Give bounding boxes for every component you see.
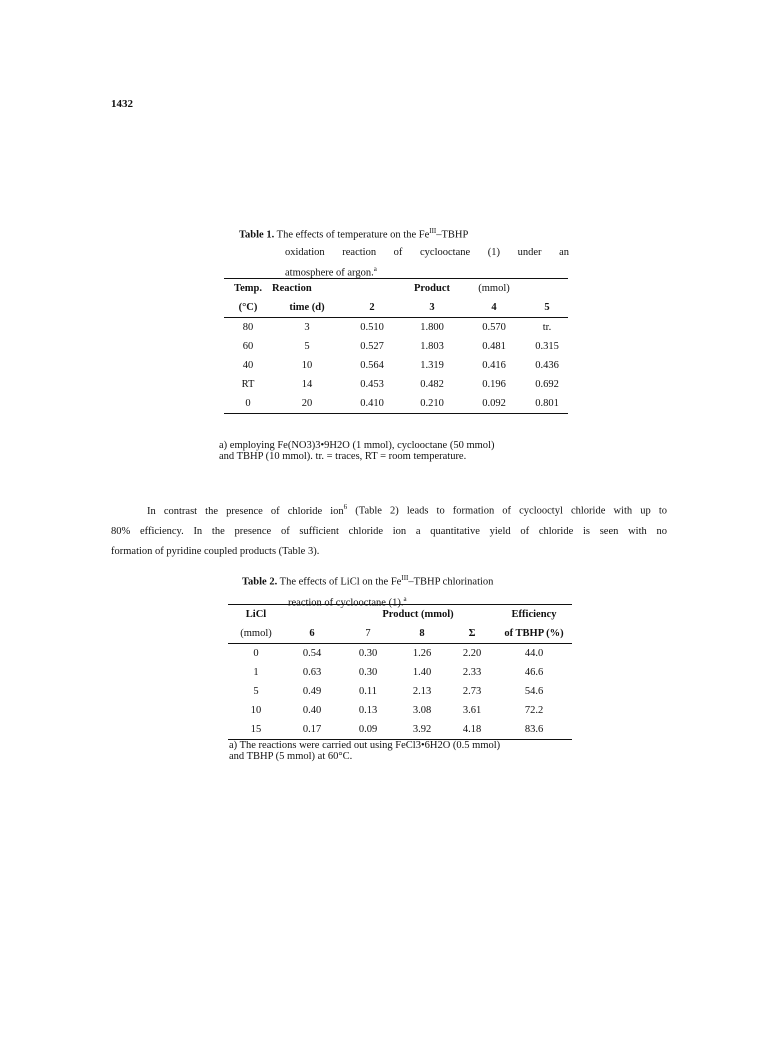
- table2-cell: 72.2: [524, 705, 544, 716]
- table1-footnote-line1: a) employing Fe(NO3)3•9H2O (1 mmol), cyclooctane (50 mmol): [219, 440, 495, 451]
- table2-cell: 0.17: [284, 720, 340, 740]
- table1-cell: 0.416: [482, 360, 506, 371]
- table2-caption-note-mark: a: [403, 594, 407, 603]
- table1-label: Table 1.: [239, 229, 275, 241]
- table1-cell: 0.315: [535, 341, 559, 352]
- table2-cell: 10: [250, 705, 262, 716]
- table2-cell: 4.18: [448, 720, 496, 740]
- table2-cell: 44.0: [524, 648, 544, 659]
- table1-cell: 0.482: [420, 379, 444, 390]
- table2-header-cell: Σ: [448, 624, 496, 644]
- table1-cell: 0.527: [360, 341, 384, 352]
- table2-footnote-line1: a) The reactions were carried out using FeCl3•6H2O (0.5 mmol): [229, 740, 501, 751]
- table1-cell: 0.481: [482, 341, 506, 352]
- table2-cell: 1.40: [412, 667, 432, 678]
- table1-cell: tr.: [542, 322, 552, 333]
- table1-cell: 0.564: [360, 360, 384, 371]
- table2-row: [228, 644, 572, 664]
- table1-header-cell: Product: [402, 279, 462, 299]
- table1-cell: 3: [304, 322, 310, 333]
- table2-cell: 0.63: [302, 667, 322, 678]
- table2-cell: 15: [228, 720, 284, 740]
- table2: [228, 604, 572, 740]
- table2-header-cell: [284, 605, 340, 625]
- table2-cell: 1: [253, 667, 259, 678]
- table2-cell: 1.26: [412, 648, 432, 659]
- table2-header-cell: Efficiency: [496, 605, 572, 625]
- table1-header-cell: Reaction: [272, 279, 342, 299]
- table1-cell: 14: [301, 379, 313, 390]
- table1-header-cell: 2: [342, 298, 402, 318]
- table1-caption-note-mark: a: [373, 264, 377, 273]
- table1-cell: 5: [304, 341, 310, 352]
- table2-footnote: [229, 740, 589, 762]
- table2-caption-sup: III: [401, 574, 409, 582]
- table1-header-cell: (mmol): [462, 279, 526, 299]
- table1-cell: 0.801: [526, 394, 568, 414]
- table1-caption-line2: oxidation reaction of cyclooctane (1) under an: [285, 246, 569, 258]
- table2-cell: 2.33: [462, 667, 482, 678]
- page-number: 1432: [111, 98, 133, 110]
- paragraph-ref-sup: 6: [343, 503, 348, 511]
- table2-cell: 0.13: [358, 705, 378, 716]
- table1-cell: 40: [242, 360, 254, 371]
- table1-header-cell: 4: [462, 298, 526, 318]
- table1: [224, 278, 568, 414]
- table1-header-cell: (°C): [224, 298, 272, 318]
- table2-cell: 0.49: [302, 686, 322, 697]
- table2-caption-line2: reaction of cyclooctane (1).: [288, 597, 404, 608]
- table2-cell: 0.30: [358, 648, 378, 659]
- table1-cell: 0.436: [535, 360, 559, 371]
- table1-caption-line3: atmosphere of argon.: [285, 267, 374, 278]
- table2-row: [228, 663, 572, 682]
- table1-cell: 80: [242, 322, 254, 333]
- table1-row: [224, 375, 568, 394]
- table2-cell: 2.13: [412, 686, 432, 697]
- table2-header-cell: Product (mmol): [340, 605, 496, 625]
- table1-cell: 1.803: [420, 341, 444, 352]
- table2-cell: 0.11: [359, 686, 377, 697]
- table1-caption-line1: The effects of temperature on the Fe: [276, 229, 430, 241]
- table2-row: [228, 720, 572, 740]
- table1-cell: 20: [272, 394, 342, 414]
- table2-row: [228, 682, 572, 701]
- table2-header-row1: [228, 605, 572, 625]
- table1-cell: 0.210: [402, 394, 462, 414]
- table1-caption-sup: III: [429, 227, 437, 235]
- table1-row: [224, 318, 568, 338]
- table2-cell: 0.09: [340, 720, 396, 740]
- table1-header-cell: 5: [526, 298, 568, 318]
- table1-cell: 0.510: [360, 322, 384, 333]
- table1-cell: 60: [242, 341, 254, 352]
- table2-cell: 3.61: [462, 705, 482, 716]
- table2-cell: 83.6: [496, 720, 572, 740]
- table2-cell: 0: [253, 648, 259, 659]
- table2-cell: 0.40: [302, 705, 322, 716]
- paragraph-line1-tail: (Table 2) leads to formation of cyclooctyl chloride with up to: [347, 505, 667, 517]
- table1-row: [224, 337, 568, 356]
- table2-caption-line1: The effects of LiCl on the Fe: [279, 576, 402, 588]
- table1-cell: 10: [301, 360, 313, 371]
- table2-cell: 0.54: [302, 648, 322, 659]
- table1-cell: 0.692: [535, 379, 559, 390]
- table2-label: Table 2.: [242, 576, 278, 588]
- table2-header-cell: LiCl: [228, 605, 284, 625]
- table2-header-cell: 7: [340, 624, 396, 644]
- table1-header-cell: 3: [402, 298, 462, 318]
- table1-cell: 0.570: [482, 322, 506, 333]
- table2-cell: 3.08: [412, 705, 432, 716]
- table1-row: [224, 356, 568, 375]
- table2-cell: 0.30: [358, 667, 378, 678]
- table2-cell: 46.6: [524, 667, 544, 678]
- table2-header-cell: 8: [396, 624, 448, 644]
- table1-cell: 0.092: [462, 394, 526, 414]
- table1-cell: 0.196: [482, 379, 506, 390]
- table1-header-cell: [526, 279, 568, 299]
- table2-header-cell: 6: [284, 624, 340, 644]
- table2-cell: 5: [253, 686, 259, 697]
- table2-header-row2: [228, 624, 572, 644]
- paragraph-line3: formation of pyridine coupled products (Table 3).: [111, 545, 320, 557]
- table1-cell: RT: [241, 379, 255, 390]
- table1-cell: 0.453: [360, 379, 384, 390]
- table1-row: [224, 394, 568, 414]
- table1-cell: 0.410: [342, 394, 402, 414]
- table1-footnote: [219, 440, 579, 462]
- table2-cell: 2.20: [462, 648, 482, 659]
- table1-header-cell: time (d): [272, 298, 342, 318]
- paragraph-line1: In contrast the presence of chloride ion: [147, 505, 344, 517]
- table1-header-row2: [224, 298, 568, 318]
- table1-caption: [239, 223, 569, 281]
- table1-header-cell: Temp.: [224, 279, 272, 299]
- body-paragraph: [111, 497, 667, 562]
- table1-cell: 1.319: [420, 360, 444, 371]
- paragraph-line2: 80% efficiency. In the presence of sufficient chloride ion a quantitative yield of chloride is seen with no: [111, 525, 667, 537]
- table2-cell: 2.73: [462, 686, 482, 697]
- table1-cell: 0: [224, 394, 272, 414]
- table1-footnote-line2: and TBHP (10 mmol). tr. = traces, RT = room temperature.: [219, 451, 467, 462]
- table1-header-row1: [224, 279, 568, 299]
- table2-header-cell: (mmol): [228, 624, 284, 644]
- table2-row: [228, 701, 572, 720]
- table1-cell: 1.800: [420, 322, 444, 333]
- table2-footnote-line2: and TBHP (5 mmol) at 60°C.: [229, 751, 353, 762]
- table2-cell: 3.92: [396, 720, 448, 740]
- table2-cell: 54.6: [524, 686, 544, 697]
- table2-caption-line1-tail: –TBHP chlorination: [408, 576, 494, 588]
- table2-header-cell: of TBHP (%): [496, 624, 572, 644]
- table1-caption-line1-tail: –TBHP: [436, 229, 469, 241]
- table1-header-cell: [342, 279, 402, 299]
